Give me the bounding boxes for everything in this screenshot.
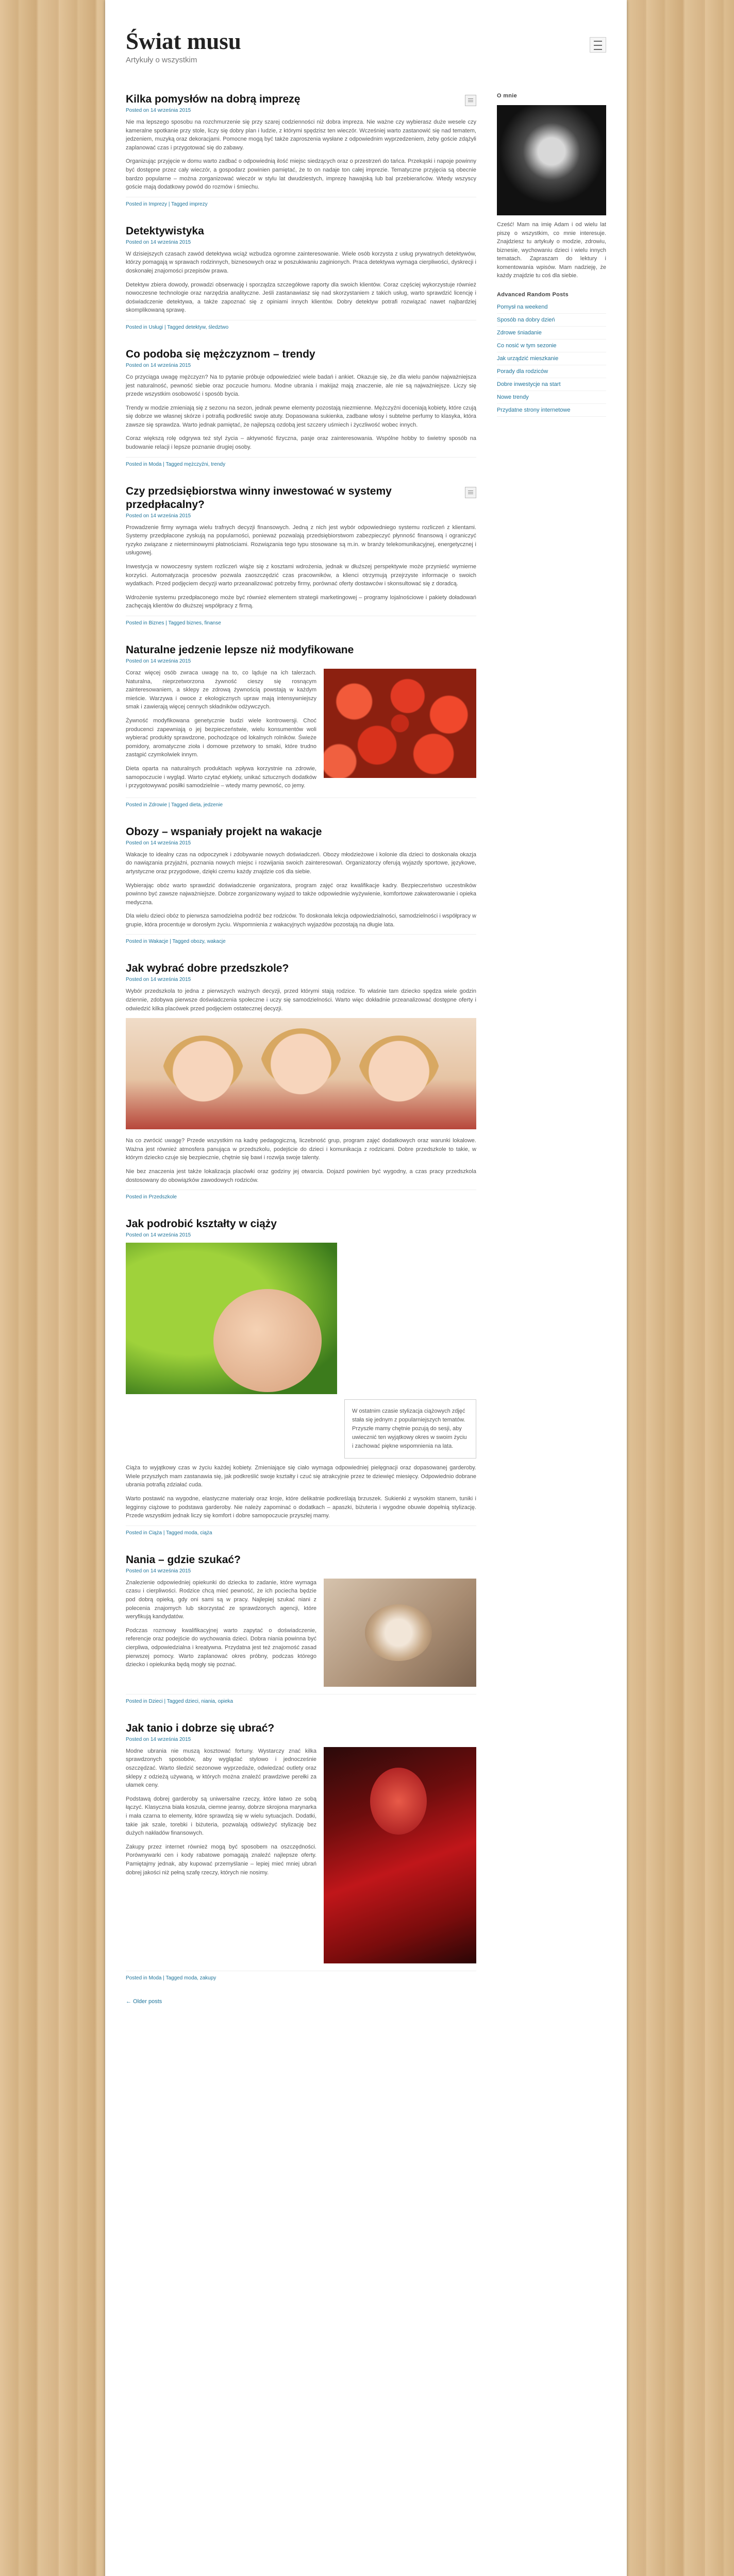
post-title[interactable]: Obozy – wspaniały projekt na wakacje (126, 825, 322, 838)
paragraph: Trendy w modzie zmieniają się z sezonu na sezon, jednak pewne elementy pozostają niezmienne. Mężczyźni doceniają kobiety, które czują się dobrze we własnej skórze i potrafią podkreślić swoje atuty. Dopasowana sukienka, zadbane włosy i subtelne perfumy to klasyka, która zawsze się sprawdza. Warto jednak pamiętać, że najlepszą ozdobą jest szczery uśmiech i życzliwość wobec innych. (126, 404, 476, 428)
paragraph: W dzisiejszych czasach zawód detektywa wciąż wzbudza ogromne zainteresowanie. Wiele osób korzysta z usług prywatnych detektywów, którzy pomagają w sprawach rodzinnych, biznesowych oraz w poszukiwaniu zaginionych. Praca detektywa wymaga cierpliwości, dyskrecji i doskonałej znajomości przepisów prawa. (126, 250, 476, 274)
list-item[interactable]: Jak urządzić mieszkanie (497, 352, 606, 365)
paragraph: Wybór przedszkola to jedna z pierwszych ważnych decyzji, przed którymi stają rodzice. To właśnie tam dziecko spędza wiele godzin dziennie, zdobywa pierwsze doświadczenia społeczne i uczy się samodzielności. Warto więc dokładnie przeanalizować dostępne oferty i odwiedzić kilka placówek przed podjęciem ostatecznej decyzji. (126, 988, 476, 1012)
about-text: Cześć! Mam na imię Adam i od wielu lat piszę o wszystkim, co mnie interesuje. Znajdziesz tu artykuły o modzie, zdrowiu, biznesie, wychowaniu dzieci i wielu innych tematach. Zapraszam do lektury i komentowania wpisów. Mam nadzieję, że każdy znajdzie tu coś dla siebie. (497, 222, 606, 279)
post-meta: Posted on 14 września 2015 (126, 977, 191, 983)
tomatoes-image (324, 669, 476, 778)
post-meta: Posted on 14 września 2015 (126, 513, 191, 519)
random-posts-title: Advanced Random Posts (497, 291, 569, 298)
paragraph: Detektyw zbiera dowody, prowadzi obserwację i sporządza szczegółowe raporty dla swoich klientów. Coraz częściej wykorzystuje również nowoczesne technologie oraz narzędzia analityczne. Jeśli zastanawiasz się nad skorzystaniem z takich usług, warto sprawdzić licencję i doświadczenie detektywa, a także zapoznać się z opiniami innych klientów. Dobry detektyw potrafi rozwiązać nawet najbardziej skomplikowaną sprawę. (126, 281, 476, 314)
post (126, 93, 476, 207)
paragraph: Wybierając obóz warto sprawdzić doświadczenie organizatora, program zajęć oraz kwalifikacje kadry. Bezpieczeństwo uczestników powinno być zawsze najważniejsze. Dobrze zorganizowany wyjazd to także odpowiednie wyżywienie, komfortowe zakwaterowanie i opieka medyczna. (126, 882, 476, 906)
post-body (126, 851, 476, 929)
post-title[interactable]: Detektywistyka (126, 225, 204, 237)
about-widget-title: O mnie (497, 93, 518, 99)
paragraph: Nie bez znaczenia jest także lokalizacja placówki oraz godziny jej otwarcia. Dojazd powinien być wygodny, a czas pracy przedszkola dostosowany do obowiązków zawodowych rodziców. (126, 1168, 476, 1183)
post-body (126, 1747, 476, 1969)
post-body (126, 987, 476, 1184)
post (126, 1722, 476, 1981)
paragraph: Wdrożenie systemu przedpłaconego może być również elementem strategii marketingowej – programy lojalnościowe i pakiety doładowań zachęcają klientów do dłuższej współpracy z firmą. (126, 594, 476, 609)
paragraph: Na co zwrócić uwagę? Przede wszystkim na kadrę pedagogiczną, liczebność grup, program zajęć dodatkowych oraz warunki lokalowe. Ważna jest również atmosfera panująca w przedszkolu, podejście do dzieci i komunikacja z rodzicami. Dobre przedszkole to takie, w którym dziecko czuje się bezpiecznie, chętnie się bawi i rozwija swoje talenty. (126, 1138, 476, 1161)
post-title[interactable]: Jak podrobić kształty w ciąży (126, 1218, 277, 1230)
post-meta: Posted on 14 września 2015 (126, 239, 191, 245)
post (126, 225, 476, 330)
paragraph: Dieta oparta na naturalnych produktach wpływa korzystnie na zdrowie, samopoczucie i wygląd. Warto czytać etykiety, unikać sztucznych dodatków i przygotowywać posiłki samodzielnie – wtedy mamy pewność, co jemy. (126, 765, 316, 789)
post-meta: Posted on 14 września 2015 (126, 362, 191, 368)
blockquote: W ostatnim czasie stylizacja ciążowych zdjęć stała się jednym z popularniejszych tematów. Przyszłe mamy chętnie pozują do sesji, aby uwiecznić ten wyjątkowy okres w swoim życiu i zachować piękne wspomnienia na lata. (344, 1399, 476, 1459)
paragraph: Modne ubrania nie muszą kosztować fortuny. Wystarczy znać kilka sprawdzonych sposobów, aby wyglądać stylowo i jednocześnie oszczędzać. Warto śledzić sezonowe wyprzedaże, odwiedzać outlety oraz sklepy z odzieżą używaną, w których można znaleźć prawdziwe perełki za ułamek ceny. (126, 1748, 316, 1789)
paragraph: Zakupy przez internet również mogą być sposobem na oszczędności. Porównywarki cen i kody rabatowe pomagają znaleźć najlepsze oferty. Pamiętajmy jednak, aby kupować przemyślanie – lepiej mieć mniej ubrań dobrej jakości niż pełną szafę rzeczy, których nie nosimy. (126, 1843, 316, 1876)
paragraph: Inwestycja w nowoczesny system rozliczeń wiąże się z kosztami wdrożenia, jednak w dłuższej perspektywie może przynieść wymierne korzyści. Automatyzacja procesów pozwala zaoszczędzić czas pracowników, a klienci otrzymują przejrzyste informacje o swoich wydatkach. Przed podjęciem decyzji warto przeanalizować potrzeby firmy, porównać oferty dostawców i skonsultować się z doradcą. (126, 564, 476, 587)
paragraph: Podstawą dobrej garderoby są uniwersalne rzeczy, które łatwo ze sobą łączyć. Klasyczna biała koszula, ciemne jeansy, dobrze skrojona marynarka i mała czarna to elementy, które sprawdzą się w wielu sytuacjach. Dodatki, takie jak szale, torebki i biżuteria, pozwalają odświeżyć stylizację bez dużych nakładów finansowych. (126, 1795, 316, 1837)
format-standard-icon (465, 95, 476, 106)
post (126, 962, 476, 1200)
post-footer[interactable]: Posted in Ciąża | Tagged moda, ciąża (126, 1526, 476, 1536)
pregnancy-image (126, 1243, 337, 1394)
post-title[interactable]: Nania – gdzie szukać? (126, 1553, 241, 1566)
page-wrapper (105, 0, 627, 2576)
post-footer[interactable]: Posted in Przedszkole (126, 1190, 476, 1200)
list-item[interactable]: Przydatne strony internetowe (497, 404, 606, 417)
post-footer[interactable]: Posted in Moda | Tagged mężczyźni, trendy (126, 457, 476, 467)
post-meta: Posted on 14 września 2015 (126, 658, 191, 664)
post-title[interactable]: Czy przedsiębiorstwa winny inwestować w systemy przedpłacalny? (126, 485, 392, 511)
content-area (126, 93, 476, 2576)
post-footer[interactable]: Posted in Dzieci | Tagged dzieci, niania, opieka (126, 1694, 476, 1704)
post-title[interactable]: Naturalne jedzenie lepsze niż modyfikowane (126, 644, 354, 656)
paragraph: Nie ma lepszego sposobu na rozchmurzenie się przy szarej codzienności niż dobra impreza. Nie ważne czy wybierasz duże wesele czy kameralne spotkanie przy stole, liczy się dobry plan i ludzie, z którymi spędzisz ten wieczór. Wcześniej warto zastanowić się nad tematem, jedzeniem, muzyką oraz dekoracjami. Pomocne mogą być także zaproszenia wysłane z odpowiednim wyprzedzeniem, żeby goście zdążyli zaplanować czas i przygotować się do zabawy. (126, 119, 476, 151)
post-footer[interactable]: Posted in Usługi | Tagged detektyw, śledztwo (126, 320, 476, 330)
post-body (126, 1579, 476, 1692)
post-footer[interactable]: Posted in Wakacje | Tagged obozy, wakacje (126, 934, 476, 944)
post-meta: Posted on 14 września 2015 (126, 1232, 191, 1239)
paragraph: Dla wielu dzieci obóz to pierwsza samodzielna podróż bez rodziców. To doskonała lekcja odpowiedzialności, samodzielności i współpracy w grupie, która procentuje w dorosłym życiu. Wspomnienia z wakacyjnych wyjazdów pozostają na długie lata. (126, 913, 476, 928)
post-body (126, 373, 476, 452)
post-body (126, 250, 476, 315)
list-item[interactable]: Zdrowe śniadanie (497, 327, 606, 340)
post-footer[interactable]: Posted in Zdrowie | Tagged dieta, jedzenie (126, 798, 476, 808)
post-body (126, 118, 476, 192)
post-body (126, 523, 476, 611)
list-item[interactable]: Nowe trendy (497, 391, 606, 404)
paragraph: Coraz więcej osób zwraca uwagę na to, co ląduje na ich talerzach. Naturalna, nieprzetworzona żywność cieszy się rosnącym zainteresowaniem, a sklepy ze zdrową żywnością powstają w każdym mieście. Warzywa i owoce z ekologicznych upraw mają intensywniejszy smak i zawierają więcej cennych składników odżywczych. (126, 670, 316, 710)
post-footer[interactable]: Posted in Imprezy | Tagged imprezy (126, 197, 476, 207)
menu-icon[interactable] (590, 37, 606, 53)
post-title[interactable]: Jak wybrać dobre przedszkole? (126, 962, 289, 975)
site-header (126, 28, 606, 74)
post-title[interactable]: Kilka pomysłów na dobrą imprezę (126, 93, 301, 105)
post-body (126, 1243, 476, 1520)
older-posts-link[interactable]: ← Older posts (126, 1998, 162, 2005)
list-item[interactable]: Sposób na dobry dzień (497, 314, 606, 327)
paragraph: Organizując przyjęcie w domu warto zadbać o odpowiednią ilość miejsc siedzących oraz o przestrzeń do tańca. Przekąski i napoje powinny być dostępne przez cały wieczór, a gospodarz powinien pamiętać, że to on nadaje ton całej imprezie. Tematyczne przyjęcia są obecnie bardzo popularne – można zorganizować wieczór w stylu lat dwudziestych, imprezę hawajską lub bal przebierańców. Wtedy wszyscy goście mają dodatkowy powód do rozmów i śmiechu. (126, 158, 476, 191)
paragraph: Podczas rozmowy kwalifikacyjnej warto zapytać o doświadczenie, referencje oraz podejście do wychowania dzieci. Dobra niania powinna być cierpliwa, odpowiedzialna i kreatywna. Przydatna jest też znajomość zasad pierwszej pomocy. Warto zaplanować okres próbny, podczas którego dziecko i opiekunka będą mogły się poznać. (126, 1627, 316, 1668)
children-image (126, 1018, 476, 1129)
red-dress-image (324, 1747, 476, 1963)
list-item[interactable]: Pomysł na weekend (497, 301, 606, 314)
list-item[interactable]: Co nosić w tym sezonie (497, 340, 606, 352)
post (126, 485, 476, 626)
post-footer[interactable]: Posted in Moda | Tagged moda, zakupy (126, 1971, 476, 1981)
post-meta: Posted on 14 września 2015 (126, 108, 191, 113)
paragraph: Żywność modyfikowana genetycznie budzi wiele kontrowersji. Choć producenci zapewniają o jej bezpieczeństwie, wielu konsumentów woli wybierać produkty sprawdzone, pochodzące od lokalnych rolników. Świeże pomidory, aromatyczne zioła i domowe przetwory to smaki, które trudno zastąpić czymkolwiek innym. (126, 717, 316, 758)
author-avatar (497, 105, 606, 215)
random-posts-list (497, 301, 606, 417)
handbag-image (324, 1579, 476, 1687)
format-standard-icon (465, 487, 476, 498)
post-meta: Posted on 14 września 2015 (126, 1568, 191, 1574)
post-title[interactable]: Co podoba się mężczyznom – trendy (126, 348, 315, 360)
list-item[interactable]: Dobre inwestycje na start (497, 378, 606, 391)
post-meta: Posted on 14 września 2015 (126, 840, 191, 846)
site-title[interactable]: Świat musu (126, 28, 241, 54)
post-title[interactable]: Jak tanio i dobrze się ubrać? (126, 1722, 275, 1734)
paragraph: Prowadzenie firmy wymaga wielu trafnych decyzji finansowych. Jedną z nich jest wybór odpowiedniego systemu rozliczeń z klientami. Systemy przedpłacone zyskują na popularności, ponieważ pozwalają przedsiębiorstwom zabezpieczyć płynność finansową i ograniczyć ryzyko związane z nieterminowymi płatnościami. Rozwiązania tego typu stosowane są m.in. w branży telekomunikacyjnej, energetycznej i usługowej. (126, 524, 476, 556)
paragraph: Ciąża to wyjątkowy czas w życiu każdej kobiety. Zmieniające się ciało wymaga odpowiedniej pielęgnacji oraz dopasowanej garderoby. Wiele przyszłych mam zastanawia się, jak podkreślić swoje kształty i czuć się atrakcyjnie przez te dziewięć miesięcy. Odpowiednio dobrane ubrania potrafią zdziałać cuda. (126, 1465, 476, 1488)
paragraph: Wakacje to idealny czas na odpoczynek i zdobywanie nowych doświadczeń. Obozy młodzieżowe i kolonie dla dzieci to doskonała okazja do nawiązania przyjaźni, poznania nowych miejsc i rozwijania swoich zainteresowań. Organizatorzy oferują wyjazdy sportowe, językowe, artystyczne oraz przygodowe, dzięki czemu każdy znajdzie coś dla siebie. (126, 851, 476, 875)
post (126, 825, 476, 945)
paragraph: Warto postawić na wygodne, elastyczne materiały oraz kroje, które delikatnie podkreślają brzuszek. Sukienki z wysokim stanem, tuniki i legginsy ciążowe to podstawa garderoby. Nie należy zapominać o dodatkach – apaszki, biżuteria i wygodne obuwie dopełnią stylizację. Przede wszystkim jednak liczy się komfort i dobre samopoczucie przyszłej mamy. (126, 1496, 476, 1519)
post (126, 348, 476, 467)
post-meta: Posted on 14 września 2015 (126, 1736, 191, 1742)
paragraph: Coraz większą rolę odgrywa też styl życia – aktywność fizyczna, pasje oraz zainteresowania. Wspólne hobby to świetny sposób na budowanie relacji i lepsze poznanie drugiej osoby. (126, 435, 476, 451)
post (126, 1217, 476, 1536)
list-item[interactable]: Porady dla rodziców (497, 365, 606, 378)
site-description: Artykuły o wszystkim (126, 56, 197, 64)
post-body (126, 669, 476, 795)
post (126, 1553, 476, 1704)
sidebar (497, 93, 606, 426)
paragraph: Co przyciąga uwagę mężczyzn? Na to pytanie próbuje odpowiedzieć wiele badań i ankiet. Okazuje się, że dla wielu panów najważniejsza jest naturalność, pewność siebie oraz poczucie humoru. Modne ubrania i makijaż mają znaczenie, ale nie są najważniejsze. Liczy się przede wszystkim osobowość i sposób bycia. (126, 374, 476, 398)
paragraph: Znalezienie odpowiedniej opiekunki do dziecka to zadanie, które wymaga czasu i cierpliwości. Rodzice chcą mieć pewność, że ich pociecha będzie pod dobrą opieką, gdy oni sami są w pracy. Najlepiej szukać niani z polecenia znajomych lub skorzystać ze sprawdzonych agencji, które weryfikują kandydatów. (126, 1579, 316, 1620)
post-footer[interactable]: Posted in Biznes | Tagged biznes, finanse (126, 616, 476, 626)
post (126, 643, 476, 808)
